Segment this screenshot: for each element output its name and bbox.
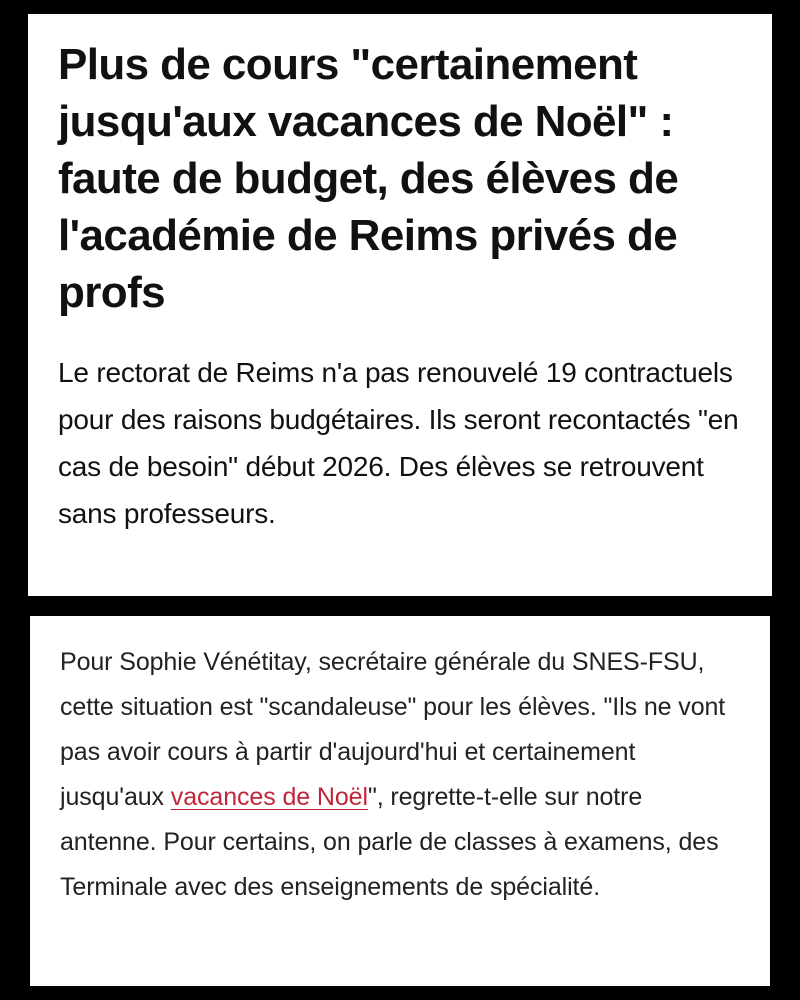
article-paragraph <box>60 640 740 910</box>
article-header-card <box>28 14 772 596</box>
paragraph-text-after-link: ", regrette-t-elle sur notre antenne. Pour certains, on parle de classes à examens, des Terminale avec des enseignements de spécialité. <box>60 783 719 901</box>
vacances-de-noel-link[interactable]: vacances de Noël <box>170 783 368 811</box>
article-excerpt-card <box>30 616 770 986</box>
article-headline: Plus de cours "certainement jusqu'aux vacances de Noël" : faute de budget, des élèves de l'académie de Reims privés de profs <box>58 40 679 317</box>
article-lede: Le rectorat de Reims n'a pas renouvelé 19 contractuels pour des raisons budgétaires. Ils seront recontactés "en cas de besoin" début 2026. Des élèves se retrouvent sans professeurs. <box>58 357 739 529</box>
paragraph-text-before-link: Pour Sophie Vénétitay, secrétaire générale du SNES-FSU, cette situation est "scandaleuse" pour les élèves. "Ils ne vont pas avoir cours à partir d'aujourd'hui et certainement jusqu'aux <box>60 648 726 811</box>
